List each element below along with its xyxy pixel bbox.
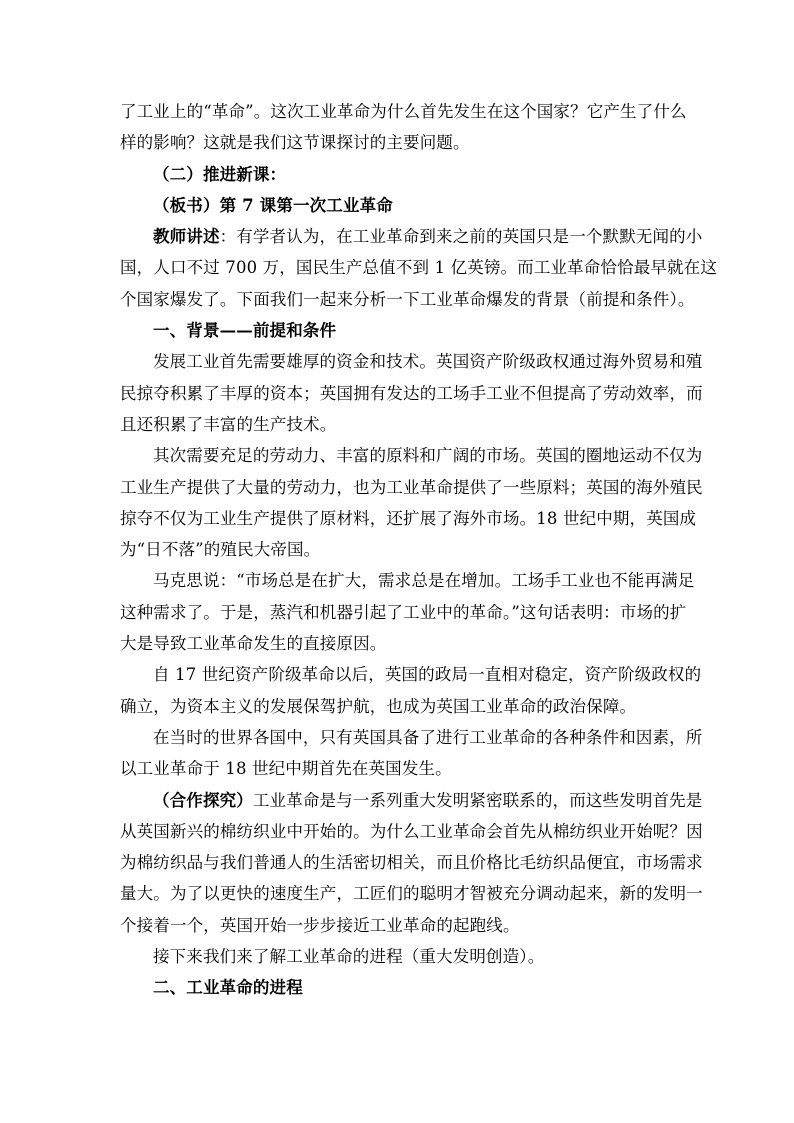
line-text: 这种需求了。于是，蒸汽和机器引起了工业中的革命。”这句话表明：市场的扩 (120, 602, 687, 622)
text-line (120, 565, 695, 596)
heading-line (120, 315, 676, 346)
text-line (120, 628, 676, 659)
text-line (120, 378, 703, 409)
line-text: 其次需要充足的劳动力、丰富的原料和广阔的市场。英国的圈地运动不仅为 (153, 446, 703, 466)
document-body (120, 96, 717, 1004)
line-text: ：有学者认为，在工业革命到来之前的英国只是一个默默无闻的小 (219, 227, 703, 247)
text-line (120, 440, 703, 471)
line-text: 为“日不落”的殖民大帝国。 (120, 540, 321, 560)
line-text: 个国家爆发了。下面我们一起来分析一下工业革命爆发的背景（前提和条件）。 (120, 289, 695, 309)
heading-line (120, 190, 676, 221)
line-text: （板书）第 7 课第一次工业革命 (153, 195, 393, 215)
line-text: 马克思说：“市场总是在扩大，需求总是在增加。工场手工业也不能再满足 (153, 571, 695, 591)
bold-label: （合作探究） (153, 790, 253, 810)
text-line (120, 409, 676, 440)
line-text: 掠夺不仅为工业生产提供了原材料，还扩展了海外市场。18 世纪中期，英国成 (120, 508, 697, 528)
text-line (120, 816, 703, 847)
bold-label: 教师讲述 (153, 227, 220, 247)
text-line (120, 691, 676, 722)
text-line (120, 878, 703, 909)
line-text: 国，人口不过 700 万，国民生产总值不到 1 亿英镑。而工业革命恰恰最早就在这 (120, 258, 717, 278)
text-line (120, 534, 676, 565)
line-text: 了工业上的“革命”。这次工业革命为什么首先发生在这个国家？它产生了什么 (120, 102, 687, 121)
line-text: （二）推进新课： (153, 164, 287, 184)
heading-line (120, 972, 676, 1003)
text-line (120, 847, 703, 878)
line-text: 确立，为资本主义的发展保驾护航，也成为英国工业革命的政治保障。 (120, 696, 637, 716)
text-line (120, 503, 697, 534)
text-line (120, 284, 695, 315)
line-text: 以工业革命于 18 世纪中期首先在英国发生。 (120, 759, 452, 779)
line-text: 样的影响？这就是我们这节课探讨的主要问题。 (120, 133, 470, 153)
text-line (120, 785, 703, 816)
line-text: 自 17 世纪资产阶级革命以后，英国的政局一直相对稳定，资产阶级政权的 (153, 665, 702, 685)
text-line (120, 96, 687, 127)
line-text: 一、背景——前提和条件 (153, 321, 337, 341)
line-text: 发展工业首先需要雄厚的资金和技术。英国资产阶级政权通过海外贸易和殖 (153, 352, 703, 372)
line-text: 二、工业革命的进程 (153, 978, 303, 998)
text-line (120, 910, 676, 941)
line-text: 且还积累了丰富的生产技术。 (120, 414, 337, 434)
text-line (120, 252, 717, 283)
line-text: 接下来我们来了解工业革命的进程（重大发明创造）。 (153, 947, 545, 967)
line-text: 工业革命是与一系列重大发明紧密联系的，而这些发明首先是 (252, 790, 703, 810)
line-text: 量大。为了以更快的速度生产，工匠们的聪明才智被充分调动起来，新的发明一 (120, 884, 703, 904)
text-line (120, 753, 676, 784)
text-line (120, 941, 676, 972)
text-line (120, 722, 703, 753)
text-line (120, 127, 676, 158)
line-text: 在当时的世界各国中，只有英国具备了进行工业革命的各种条件和因素，所 (153, 727, 703, 747)
line-text: 工业生产提供了大量的劳动力，也为工业革命提供了一些原料；英国的海外殖民 (120, 477, 703, 497)
text-line (120, 472, 703, 503)
line-text: 从英国新兴的棉纺织业中开始的。为什么工业革命会首先从棉纺织业开始呢？因 (120, 821, 703, 841)
line-text: 为棉纺织品与我们普通人的生活密切相关，而且价格比毛纺织品便宜，市场需求 (120, 853, 703, 873)
text-line (120, 221, 703, 252)
text-line (120, 346, 703, 377)
heading-line (120, 159, 676, 190)
text-line (120, 597, 687, 628)
line-text: 大是导致工业革命发生的直接原因。 (120, 634, 387, 654)
line-text: 民掠夺积累了丰厚的资本；英国拥有发达的工场手工业不但提高了劳动效率，而 (120, 383, 703, 403)
line-text: 个接着一个，英国开始一步步接近工业革命的起跑线。 (120, 915, 520, 935)
text-line (120, 659, 702, 690)
